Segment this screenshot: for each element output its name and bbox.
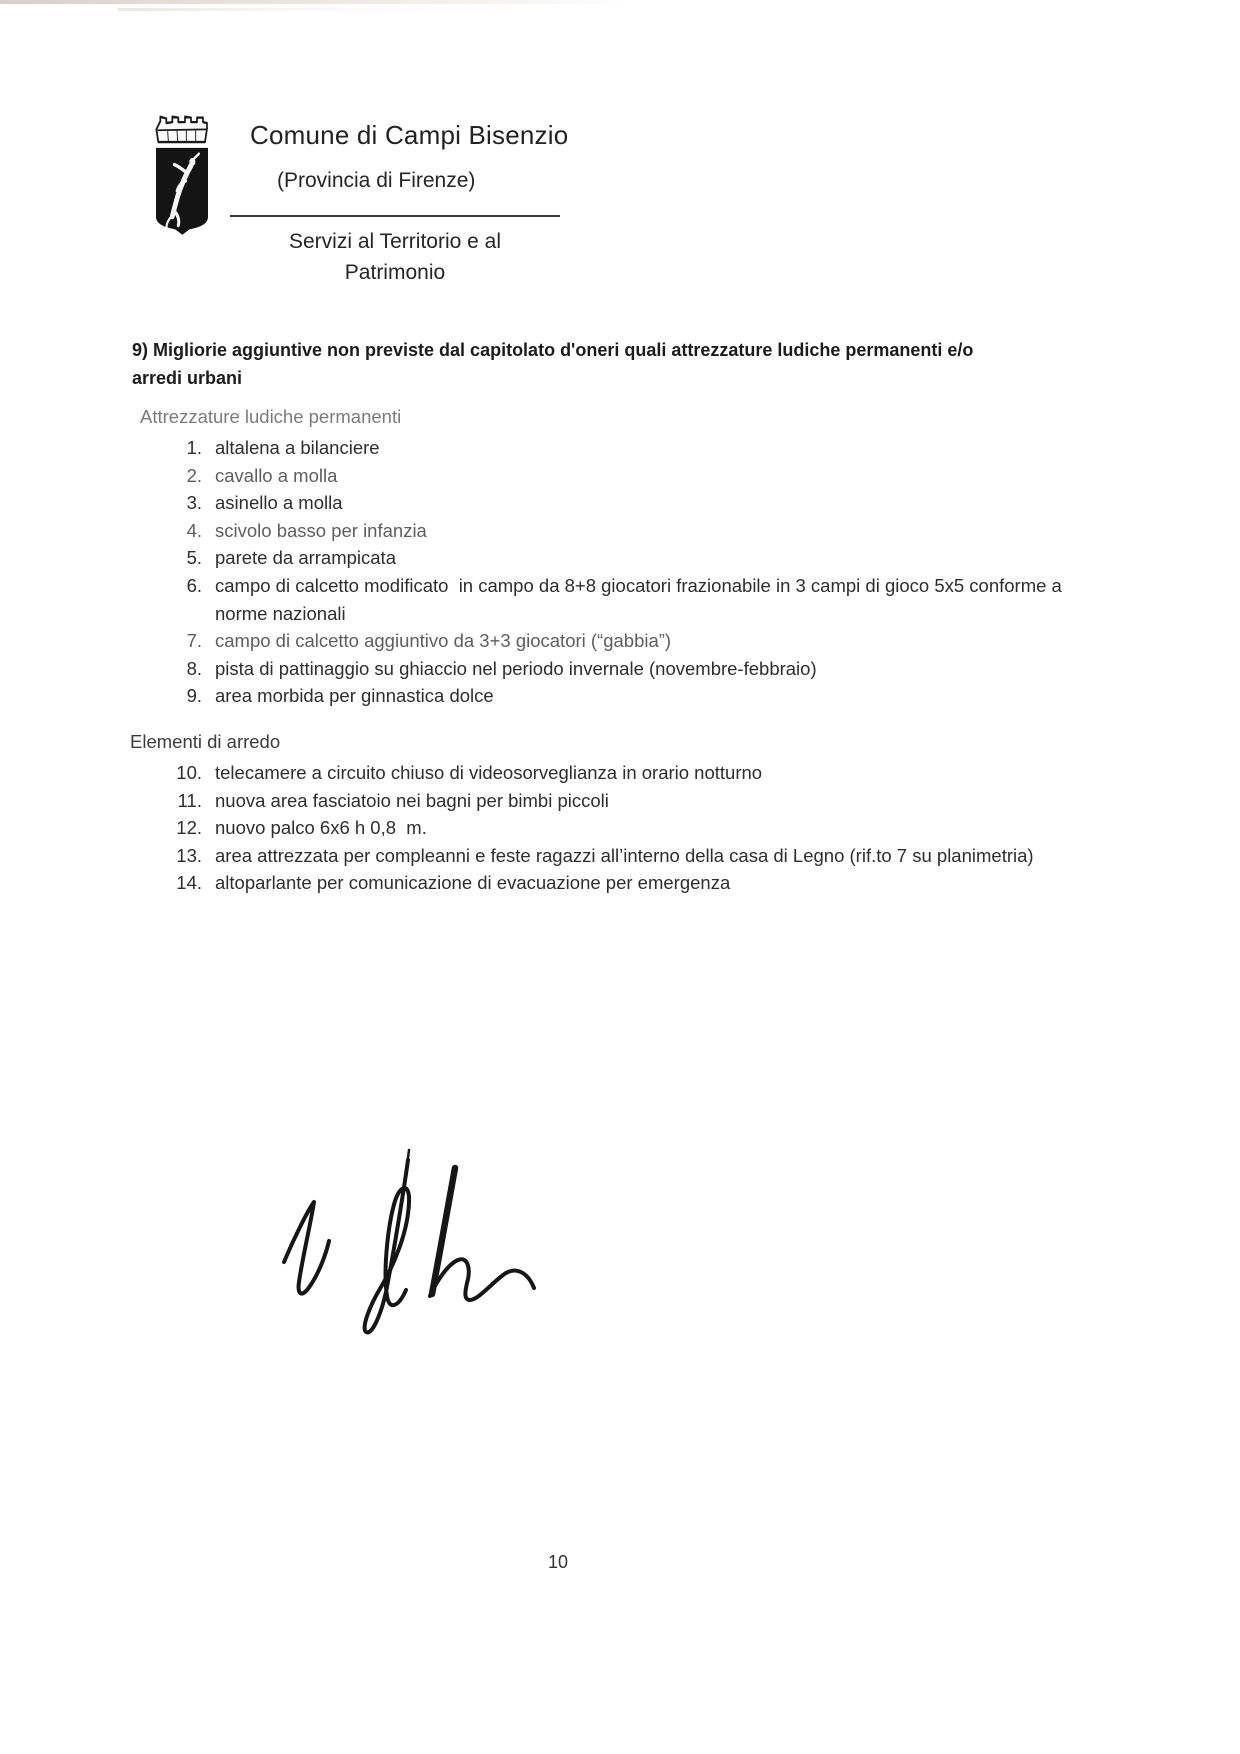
organization-name: Comune di Campi Bisenzio: [250, 120, 569, 150]
list-item: [168, 842, 1108, 870]
list-item-text: altalena a bilanciere: [215, 437, 380, 458]
section-heading: [132, 336, 1132, 392]
list-item-text: altoparlante per comunicazione di evacuazione per emergenza: [215, 872, 731, 894]
list-item-number: 11.: [177, 789, 202, 811]
municipal-coat-of-arms-icon: [147, 114, 217, 236]
list-item: [168, 627, 1108, 655]
crown-icon: [156, 117, 207, 142]
list-item-number: 3.: [186, 492, 202, 514]
list-item-text: nuova area fasciatoio nei bagni per bimbi piccoli: [215, 789, 609, 811]
list-item-number: 5.: [186, 547, 202, 569]
department-line1: Servizi al Territorio e al: [288, 230, 502, 253]
list-item: [168, 544, 1108, 572]
list-item: [168, 682, 1108, 710]
page-number: 10: [548, 1552, 569, 1572]
list-item: [168, 489, 1108, 517]
list-item-number: 7.: [186, 630, 202, 652]
list-item-number: 6.: [186, 574, 202, 596]
list-item-number: 10.: [176, 762, 202, 783]
list-item-text: cavallo a molla: [215, 464, 338, 486]
scan-artifact-top: [0, 0, 630, 4]
list-item-number: 2.: [186, 464, 202, 486]
list-item: [168, 869, 1108, 897]
list-item-text: telecamere a circuito chiuso di videosorveglianza in orario notturno: [215, 762, 763, 783]
list-item: [168, 814, 1108, 842]
handwritten-signature: [262, 1142, 547, 1347]
list-item-text: scivolo basso per infanzia: [215, 519, 427, 541]
list-item-number: 9.: [186, 685, 202, 707]
department-line2: Patrimonio: [344, 261, 446, 284]
list-item-text: parete da arrampicata: [215, 547, 396, 569]
department-name: [230, 226, 560, 288]
organization-province: (Provincia di Firenze): [277, 169, 476, 192]
section-heading-line2: arredi urbani: [132, 368, 243, 388]
list-item-text: area attrezzata per compleanni e feste ragazzi all’interno della casa di Legno (rif.to 7 su planimetria): [215, 844, 1034, 866]
shield-icon: [156, 148, 207, 234]
list-item-text: area morbida per ginnastica dolce: [215, 685, 494, 707]
group-title-elementi: Elementi di arredo: [130, 731, 281, 752]
list-item-number: 12.: [176, 817, 202, 839]
list-item-text: campo di calcetto modificato in campo da 8+8 giocatori frazionabile in 3 campi di gioco 5x5 conforme a norme nazionali: [215, 574, 1067, 624]
list-item-number: 1.: [186, 437, 202, 458]
section-heading-line1: 9) Migliorie aggiuntive non previste dal capitolato d'oneri quali attrezzature ludiche permanenti e/o: [132, 340, 974, 360]
list-item: [168, 787, 1108, 815]
list-item-text: nuovo palco 6x6 h 0,8 m.: [215, 817, 427, 839]
list-item: [168, 434, 1108, 462]
numbered-list-attrezzature: [168, 434, 1108, 710]
list-item-number: 14.: [176, 872, 202, 894]
header-divider: [230, 215, 560, 217]
scan-artifact-smudge: [118, 8, 468, 11]
list-item-text: pista di pattinaggio su ghiaccio nel periodo invernale (novembre-febbraio): [215, 657, 817, 679]
list-item-number: 4.: [186, 519, 202, 541]
list-item: [168, 759, 1108, 787]
coat-of-arms-svg: [147, 114, 217, 236]
group-title-attrezzature: Attrezzature ludiche permanenti: [140, 406, 402, 427]
list-item-text: asinello a molla: [215, 492, 343, 514]
list-item: [168, 572, 1108, 627]
list-item-number: 13.: [176, 844, 202, 866]
list-item: [168, 517, 1108, 545]
list-item-text: campo di calcetto aggiuntivo da 3+3 giocatori (“gabbia”): [215, 630, 672, 652]
list-item: [168, 462, 1108, 490]
list-item: [168, 655, 1108, 683]
list-item-number: 8.: [186, 657, 202, 679]
numbered-list-elementi: [168, 759, 1108, 897]
